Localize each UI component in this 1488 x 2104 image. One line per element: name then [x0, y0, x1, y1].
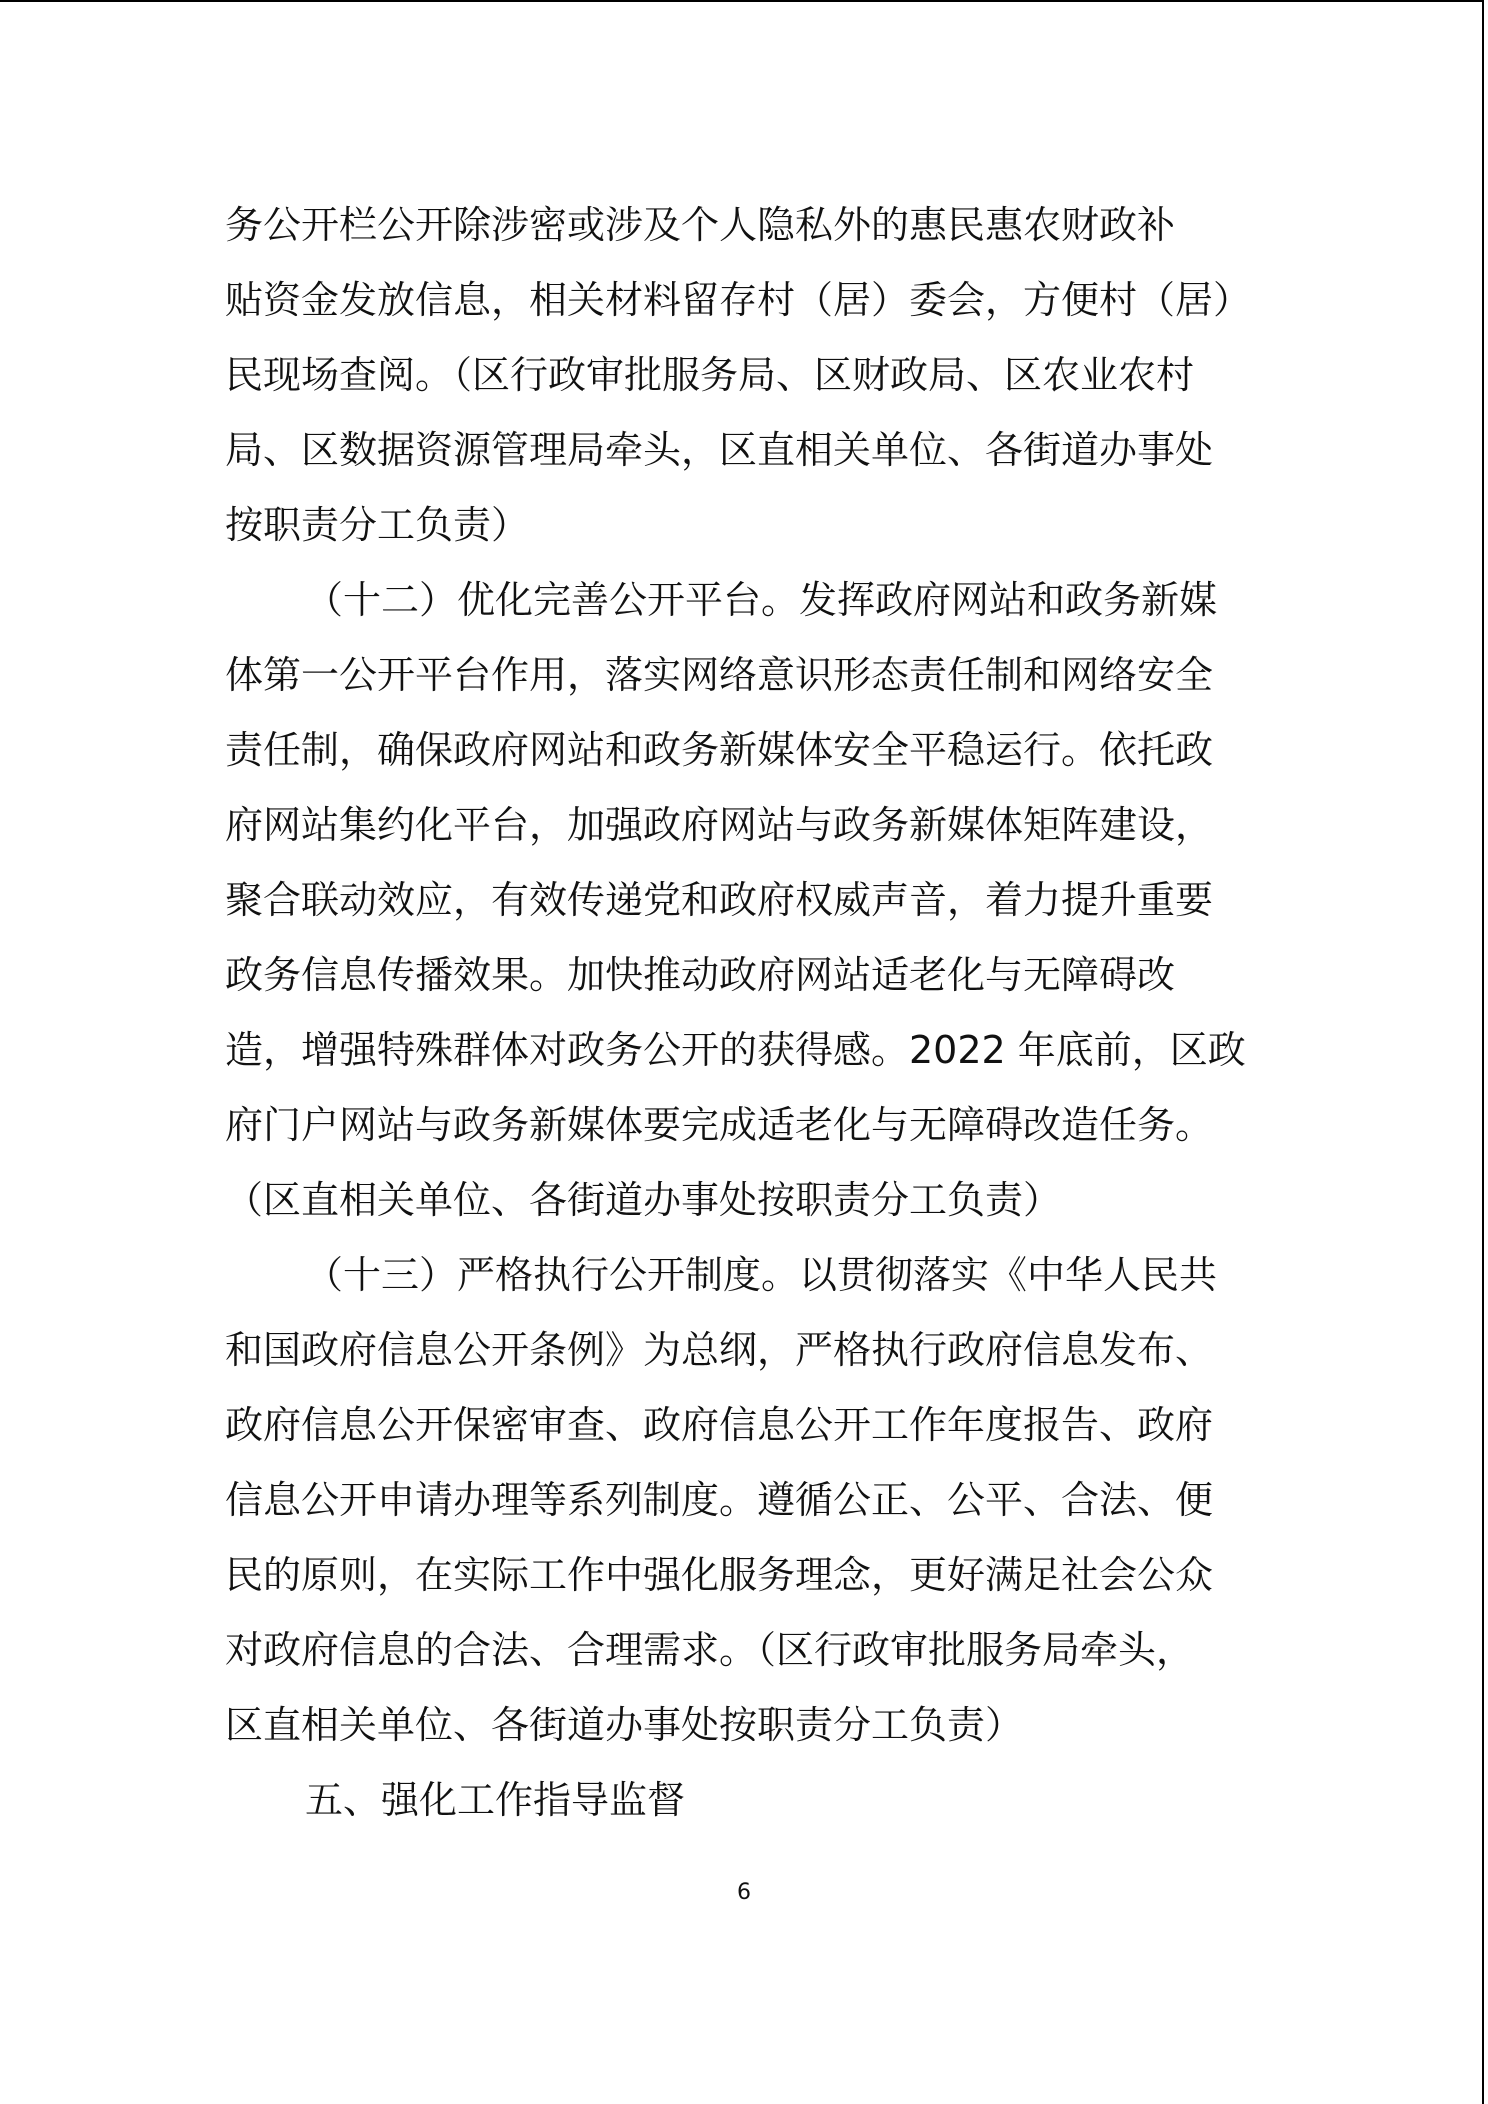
- text-line: 按职责分工负责）: [225, 503, 530, 547]
- text-line: 责任制，确保政府网站和政务新媒体安全平稳运行。依托政: [225, 728, 1214, 772]
- text-line: （区直相关单位、各街道办事处按职责分工负责）: [225, 1178, 1062, 1222]
- text-line: 政务信息传播效果。加快推动政府网站适老化与无障碍改: [225, 953, 1176, 997]
- text-line: 民的原则，在实际工作中强化服务理念，更好满足社会公众: [225, 1553, 1214, 1597]
- text-line: 体第一公开平台作用，落实网络意识形态责任制和网络安全: [225, 653, 1214, 697]
- text-line: 造，增强特殊群体对政务公开的获得感。2022 年底前，区政: [225, 1028, 1246, 1072]
- page-number: 6: [737, 1880, 751, 1905]
- text-line: 府门户网站与政务新媒体要完成适老化与无障碍改造任务。: [225, 1103, 1214, 1147]
- text-line: 务公开栏公开除涉密或涉及个人隐私外的惠民惠农财政补: [225, 203, 1176, 247]
- text-line: 政府信息公开保密审查、政府信息公开工作年度报告、政府: [225, 1403, 1214, 1447]
- text-line: 信息公开申请办理等系列制度。遵循公正、公平、合法、便: [225, 1478, 1214, 1522]
- document-body: [225, 188, 1265, 1838]
- text-line: 贴资金发放信息，相关材料留存村（居）委会，方便村（居）: [225, 278, 1252, 322]
- section-heading-13: （十三）严格执行公开制度。以贯彻落实《中华人民共: [305, 1253, 1218, 1297]
- text-line: 区直相关单位、各街道办事处按职责分工负责）: [225, 1703, 1024, 1747]
- text-line: 府网站集约化平台，加强政府网站与政务新媒体矩阵建设，: [225, 803, 1214, 847]
- text-line: 局、区数据资源管理局牵头，区直相关单位、各街道办事处: [225, 428, 1214, 472]
- text-line: 和国政府信息公开条例》为总纲，严格执行政府信息发布、: [225, 1328, 1214, 1372]
- text-line: 对政府信息的合法、合理需求。（区行政审批服务局牵头，: [225, 1628, 1195, 1672]
- chapter-heading-5: 五、强化工作指导监督: [305, 1778, 686, 1822]
- text-line: 民现场查阅。（区行政审批服务局、区财政局、区农业农村: [225, 353, 1195, 397]
- text-line: 聚合联动效应，有效传递党和政府权威声音，着力提升重要: [225, 878, 1214, 922]
- section-heading-12: （十二）优化完善公开平台。发挥政府网站和政务新媒: [305, 578, 1218, 622]
